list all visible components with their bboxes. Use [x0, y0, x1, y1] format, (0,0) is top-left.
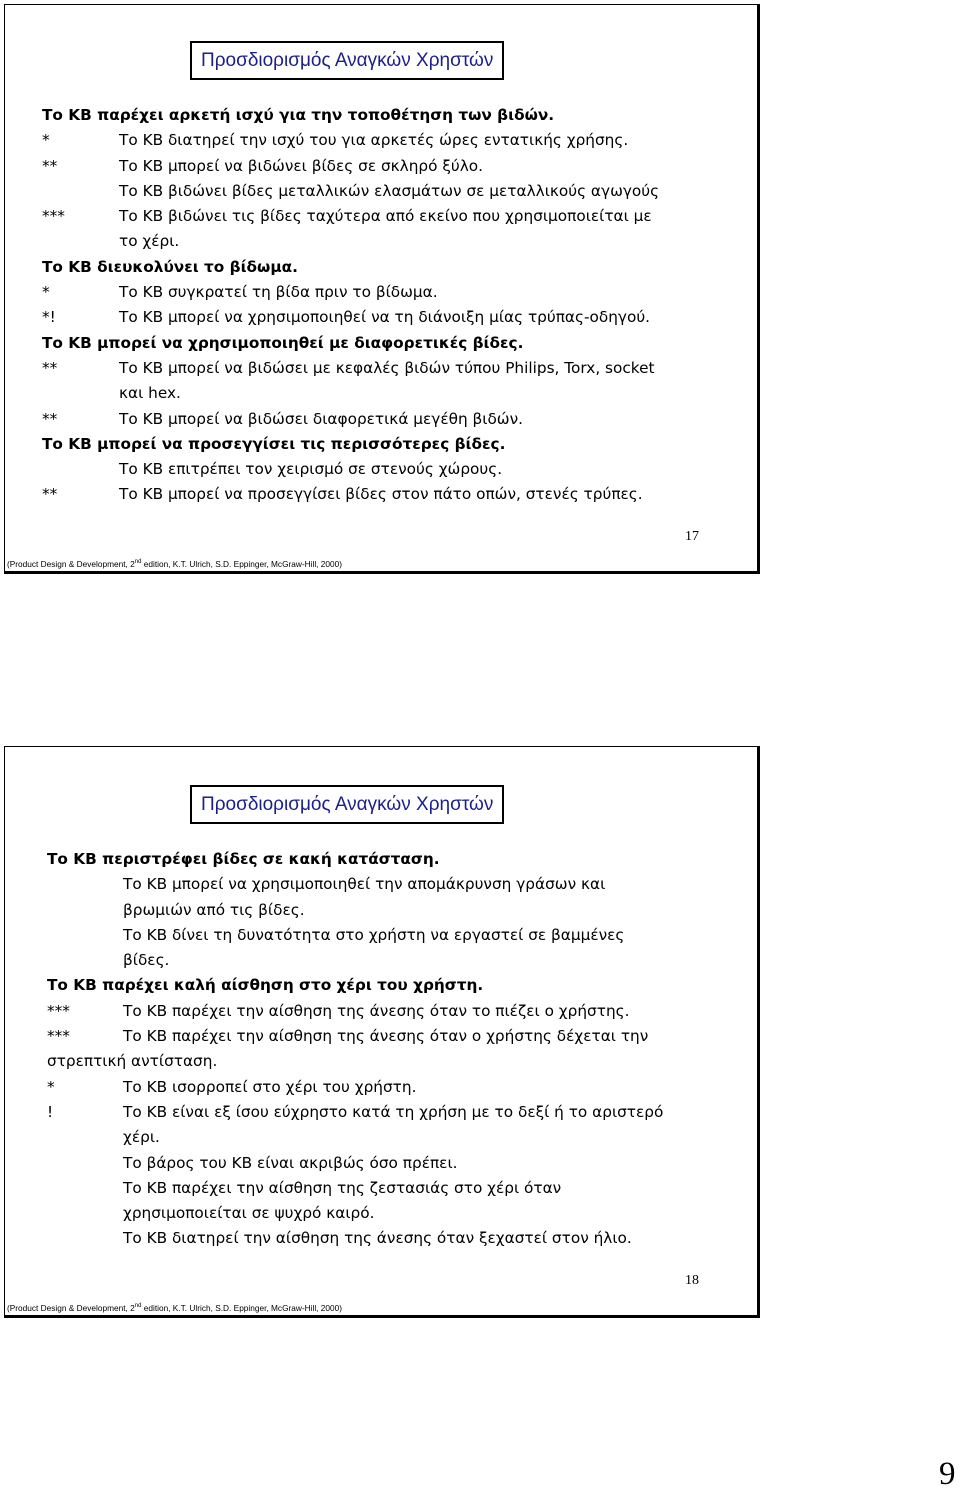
list-item	[47, 1201, 747, 1226]
line-text: Το ΚΒ μπορεί να προσεγγίσει βίδες στον πάτο οπών, στενές τρύπες.	[119, 485, 643, 504]
priority-marker: ***	[42, 207, 65, 226]
slide-page-number: 17	[685, 529, 699, 544]
priority-marker	[47, 898, 123, 923]
priority-marker: *	[42, 283, 50, 302]
line-text: Το ΚΒ περιστρέφει βίδες σε κακή κατάσταση.	[47, 850, 440, 868]
line-text: Το ΚΒ παρέχει την αίσθηση της άνεσης όταν το πιέζει ο χρήστης.	[123, 1001, 630, 1020]
priority-marker	[47, 1201, 123, 1226]
priority-marker	[42, 457, 119, 482]
line-text: Το ΚΒ βιδώνει τις βίδες ταχύτερα από εκείνο που χρησιμοποιείται με	[119, 207, 652, 226]
priority-marker	[42, 179, 119, 204]
list-item	[42, 457, 747, 482]
slide-17	[4, 4, 760, 574]
priority-marker: *!	[42, 308, 56, 327]
list-item	[42, 407, 747, 432]
list-item	[47, 1100, 747, 1125]
line-text: Το ΚΒ μπορεί να προσεγγίσει τις περισσότερες βίδες.	[42, 434, 506, 453]
list-item	[42, 204, 747, 229]
priority-marker	[42, 229, 119, 254]
line-text: Το ΚΒ δίνει τη δυνατότητα στο χρήστη να εργαστεί σε βαμμένες	[123, 925, 625, 944]
priority-marker	[47, 1125, 123, 1150]
line-text: Το βάρος του ΚΒ είναι ακριβώς όσο πρέπει.	[123, 1153, 458, 1172]
list-item	[47, 1151, 747, 1176]
line-text: Το ΚΒ παρέχει αρκετή ισχύ για την τοποθέτηση των βιδών.	[42, 106, 555, 124]
list-item	[47, 1226, 747, 1251]
priority-marker: *	[47, 1077, 55, 1096]
list-item	[47, 898, 747, 923]
priority-marker: **	[42, 358, 58, 377]
line-text: Το ΚΒ επιτρέπει τον χειρισμό σε στενούς χώρους.	[119, 460, 503, 479]
source-citation: (Product Design & Development, 2nd edition, K.T. Ulrich, S.D. Eppinger, McGraw-Hill, 2000)	[7, 559, 343, 569]
list-item	[47, 872, 747, 897]
slide-title: Προσδιορισμός Αναγκών Χρηστών	[190, 41, 504, 80]
priority-marker	[47, 872, 123, 897]
slide-title: Προσδιορισμός Αναγκών Χρηστών	[190, 785, 504, 824]
priority-marker: ***	[47, 1001, 70, 1020]
priority-marker	[47, 948, 123, 973]
line-text: Το ΚΒ διευκολύνει το βίδωμα.	[42, 257, 298, 276]
line-text: το χέρι.	[119, 232, 180, 251]
line-text: Το ΚΒ μπορεί να βιδώσει διαφορετικά μεγέθη βιδών.	[119, 409, 524, 428]
slide-page-number: 18	[685, 1273, 699, 1288]
list-item	[47, 999, 747, 1024]
line-text: Το ΚΒ μπορεί να χρησιμοποιηθεί με διαφορετικές βίδες.	[42, 333, 524, 352]
heading-line	[42, 103, 747, 128]
heading-line	[42, 255, 747, 280]
list-item	[42, 381, 747, 406]
priority-marker: **	[42, 409, 58, 428]
line-text: βίδες.	[123, 951, 170, 970]
list-item	[42, 179, 747, 204]
line-text: Το ΚΒ παρέχει καλή αίσθηση στο χέρι του χρήστη.	[47, 976, 484, 995]
list-item	[47, 923, 747, 948]
priority-marker	[42, 381, 119, 406]
priority-marker: ***	[47, 1027, 70, 1046]
list-item	[42, 482, 747, 507]
line-text: και hex.	[119, 384, 181, 403]
heading-line	[47, 973, 747, 998]
line-text: Το ΚΒ είναι εξ ίσου εύχρηστο κατά τη χρήση με το δεξί ή το αριστερό	[123, 1102, 664, 1121]
line-text: Το ΚΒ μπορεί να χρησιμοποιηθεί την απομάκρυνση γράσων και	[123, 875, 606, 894]
line-text: στρεπτική αντίσταση.	[47, 1052, 218, 1071]
line-text: Το ΚΒ μπορεί να βιδώσει με κεφαλές βιδών τύπου Philips, Torx, socket	[119, 358, 655, 377]
document-page-number: 9	[939, 1456, 956, 1492]
list-item	[42, 154, 747, 179]
list-item	[42, 305, 747, 330]
priority-marker	[47, 923, 123, 948]
priority-marker: !	[47, 1102, 54, 1121]
heading-line	[47, 847, 747, 872]
source-citation: (Product Design & Development, 2nd edition, K.T. Ulrich, S.D. Eppinger, McGraw-Hill, 2000)	[7, 1303, 343, 1313]
list-item	[47, 948, 747, 973]
line-text: βρωμιών από τις βίδες.	[123, 900, 305, 919]
priority-marker: **	[42, 156, 58, 175]
line-text: Το ΚΒ ισορροπεί στο χέρι του χρήστη.	[123, 1077, 417, 1096]
line-text: Το ΚΒ διατηρεί την ισχύ του για αρκετές ώρες εντατικής χρήσης.	[119, 131, 629, 150]
list-item	[47, 1024, 747, 1049]
line-text: Το ΚΒ διατηρεί την αίσθηση της άνεσης όταν ξεχαστεί στον ήλιο.	[123, 1229, 632, 1248]
line-text: Το ΚΒ βιδώνει βίδες μεταλλικών ελασμάτων σε μεταλλικούς αγωγούς	[119, 181, 660, 200]
list-item	[42, 128, 747, 153]
list-item	[42, 280, 747, 305]
slide-content	[47, 847, 747, 1252]
heading-line	[42, 432, 747, 457]
priority-marker: **	[42, 485, 58, 504]
list-item	[42, 229, 747, 254]
list-item	[47, 1176, 747, 1201]
line-text: χρησιμοποιείται σε ψυχρό καιρό.	[123, 1204, 375, 1223]
priority-marker: *	[42, 131, 50, 150]
slide-18	[4, 746, 760, 1318]
list-item	[42, 356, 747, 381]
priority-marker	[47, 1226, 123, 1251]
list-item	[47, 1125, 747, 1150]
line-text: Το ΚΒ παρέχει την αίσθηση της άνεσης όταν ο χρήστης δέχεται την	[123, 1027, 649, 1046]
line-text: χέρι.	[123, 1128, 160, 1147]
line-text: Το ΚΒ μπορεί να βιδώνει βίδες σε σκληρό ξύλο.	[119, 156, 483, 175]
line-text: Το ΚΒ συγκρατεί τη βίδα πριν το βίδωμα.	[119, 283, 438, 302]
heading-line	[42, 331, 747, 356]
slide-content	[42, 103, 747, 508]
priority-marker	[47, 1151, 123, 1176]
line-text: Το ΚΒ παρέχει την αίσθηση της ζεστασιάς στο χέρι όταν	[123, 1178, 562, 1197]
list-item	[47, 1049, 747, 1074]
priority-marker	[47, 1176, 123, 1201]
line-text: Το ΚΒ μπορεί να χρησιμοποιηθεί να τη διάνοιξη μίας τρύπας-οδηγού.	[119, 308, 651, 327]
list-item	[47, 1075, 747, 1100]
